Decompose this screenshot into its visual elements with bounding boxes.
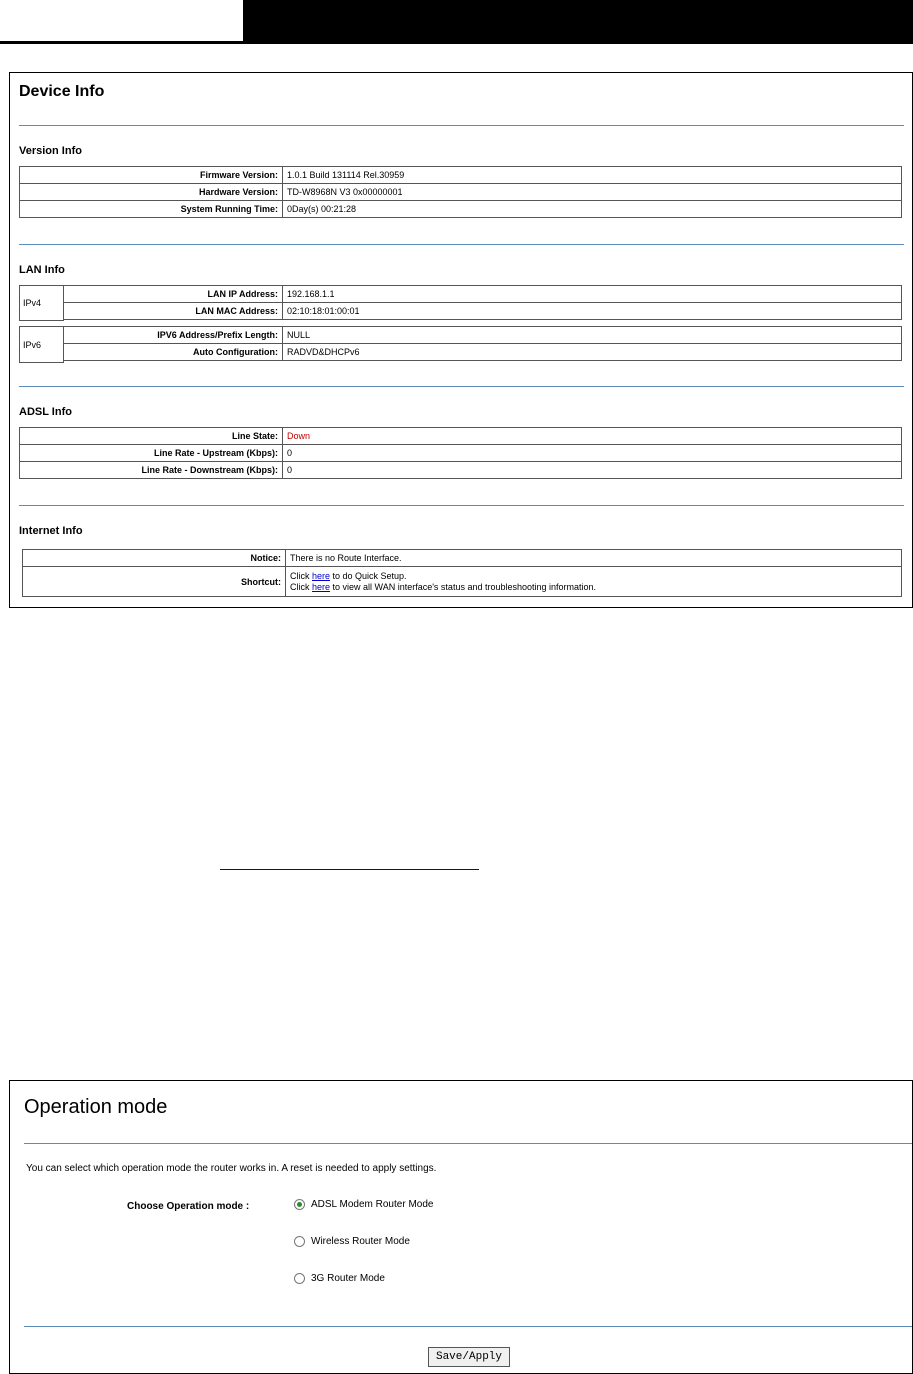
page-title: Device Info	[19, 83, 105, 100]
header-rule	[0, 41, 913, 44]
shortcut-value	[286, 567, 902, 597]
shortcut-text: Click	[290, 581, 312, 592]
section-divider	[24, 1326, 912, 1327]
header-bar	[243, 0, 913, 41]
downstream-label: Line Rate - Downstream (Kbps):	[20, 462, 283, 479]
quick-setup-link[interactable]: here	[312, 570, 331, 581]
ipv4-group-label: IPv4	[19, 285, 64, 321]
section-divider	[19, 244, 904, 245]
table-row	[20, 428, 902, 445]
section-divider	[19, 125, 904, 126]
ipv6-group-label: IPv6	[19, 326, 64, 363]
radio-adsl-modem-router[interactable]	[294, 1199, 433, 1210]
section-divider	[19, 505, 904, 506]
choose-mode-label: Choose Operation mode :	[127, 1201, 250, 1212]
save-apply-button[interactable]: Save/Apply	[428, 1347, 510, 1367]
notice-label: Notice:	[23, 550, 286, 567]
table-row	[20, 184, 902, 201]
ipv4-table	[63, 285, 902, 320]
shortcut-label: Shortcut:	[23, 567, 286, 597]
ipv6-table	[63, 326, 902, 361]
lan-mac-value: 02:10:18:01:00:01	[283, 303, 902, 320]
lan-ip-label: LAN IP Address:	[64, 286, 283, 303]
table-row	[23, 567, 902, 597]
shortcut-text: to do Quick Setup.	[330, 570, 407, 581]
shortcut-text: to view all WAN interface's status and troubleshooting information.	[330, 581, 597, 592]
radio-icon[interactable]	[294, 1236, 305, 1247]
table-row	[20, 167, 902, 184]
radio-label: 3G Router Mode	[311, 1273, 385, 1284]
downstream-value: 0	[283, 462, 902, 479]
operation-mode-title: Operation mode	[24, 1096, 168, 1118]
firmware-label: Firmware Version:	[20, 167, 283, 184]
table-row	[64, 286, 902, 303]
table-row	[20, 445, 902, 462]
lan-info-heading: LAN Info	[19, 264, 65, 276]
wan-status-link[interactable]: here	[312, 581, 331, 592]
auto-config-value: RADVD&DHCPv6	[283, 344, 902, 361]
radio-icon[interactable]	[294, 1273, 305, 1284]
table-row	[64, 327, 902, 344]
document-link-underline[interactable]	[220, 869, 479, 870]
radio-3g-router[interactable]	[294, 1273, 385, 1284]
device-info-panel	[9, 72, 913, 608]
radio-label: Wireless Router Mode	[311, 1236, 410, 1247]
adsl-info-table	[19, 427, 902, 479]
radio-label: ADSL Modem Router Mode	[311, 1199, 434, 1210]
radio-wireless-router[interactable]	[294, 1236, 410, 1247]
version-info-heading: Version Info	[19, 145, 82, 157]
hardware-value: TD-W8968N V3 0x00000001	[283, 184, 902, 201]
running-time-label: System Running Time:	[20, 201, 283, 218]
table-row	[64, 344, 902, 361]
hardware-label: Hardware Version:	[20, 184, 283, 201]
notice-value: There is no Route Interface.	[286, 550, 902, 567]
internet-info-table	[22, 549, 902, 597]
upstream-value: 0	[283, 445, 902, 462]
auto-config-label: Auto Configuration:	[64, 344, 283, 361]
ipv6-prefix-value: NULL	[283, 327, 902, 344]
line-state-value: Down	[283, 428, 902, 445]
lan-mac-label: LAN MAC Address:	[64, 303, 283, 320]
ipv6-prefix-label: IPV6 Address/Prefix Length:	[64, 327, 283, 344]
lan-ip-value: 192.168.1.1	[283, 286, 902, 303]
table-row	[20, 462, 902, 479]
running-time-value: 0Day(s) 00:21:28	[283, 201, 902, 218]
line-state-label: Line State:	[20, 428, 283, 445]
table-row	[20, 201, 902, 218]
firmware-value: 1.0.1 Build 131114 Rel.30959	[283, 167, 902, 184]
section-divider	[24, 1143, 912, 1144]
adsl-info-heading: ADSL Info	[19, 406, 72, 418]
table-row	[64, 303, 902, 320]
shortcut-text: Click	[290, 570, 312, 581]
table-row	[23, 550, 902, 567]
version-info-table	[19, 166, 902, 218]
internet-info-heading: Internet Info	[19, 525, 83, 537]
operation-mode-description: You can select which operation mode the router works in. A reset is needed to apply settings.	[26, 1163, 437, 1174]
radio-selected-icon[interactable]	[294, 1199, 305, 1210]
upstream-label: Line Rate - Upstream (Kbps):	[20, 445, 283, 462]
operation-mode-panel	[9, 1080, 913, 1374]
section-divider	[19, 386, 904, 387]
